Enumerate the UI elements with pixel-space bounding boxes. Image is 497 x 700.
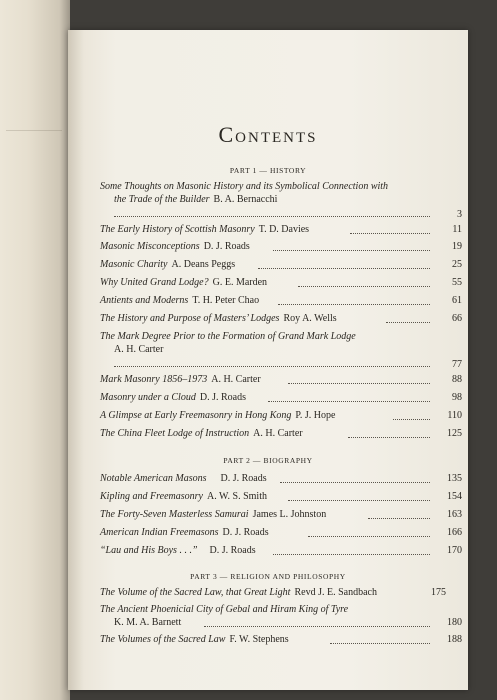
dot-leader [258, 268, 430, 269]
toc-entry [100, 180, 440, 193]
entry-author: Revd J. E. Sandbach [294, 587, 377, 598]
toc-entry [100, 330, 440, 343]
dot-leader [288, 383, 430, 384]
dot-leader [268, 401, 430, 402]
dot-leader [298, 286, 430, 287]
entry-page: 188 [447, 634, 462, 645]
toc-entry-continued [114, 616, 444, 629]
toc-entry [100, 526, 440, 539]
toc-entry [100, 586, 440, 599]
entry-title: A Glimpse at Early Freemasonry in Hong Kong [100, 410, 292, 421]
toc-entry [100, 223, 440, 236]
entry-page: 19 [452, 241, 462, 252]
entry-title: The Early History of Scottish Masonry [100, 224, 255, 235]
entry-title: The Volume of the Sacred Law, that Great Light [100, 587, 291, 598]
toc-entry [100, 490, 440, 503]
part-3-heading: PART 3 — RELIGION AND PHILOSOPHY [190, 572, 346, 581]
toc-entry [100, 472, 440, 485]
entry-title: The China Fleet Lodge of Instruction [100, 428, 250, 439]
entry-title: Masonic Charity [100, 259, 168, 270]
entry-title: The Mark Degree Prior to the Formation of Grand Mark Lodge [100, 331, 356, 342]
dot-leader [350, 233, 430, 234]
entry-title: The History and Purpose of Masters’ Lodges [100, 313, 280, 324]
entry-title: the Trade of the Builder [114, 194, 210, 205]
dot-leader [114, 366, 430, 367]
dot-leader [204, 626, 430, 627]
page-title: Contents [218, 122, 318, 147]
entry-author: F. W. Stephens [229, 634, 289, 645]
entry-author: James L. Johnston [252, 509, 327, 520]
dot-leader [308, 536, 430, 537]
toc-entry [100, 373, 440, 386]
entry-author: D. J. Roads [222, 527, 269, 538]
entry-title: Why United Grand Lodge? [100, 277, 209, 288]
entry-author: D. J. Roads [209, 545, 256, 556]
entry-title: American Indian Freemasons [100, 527, 219, 538]
toc-entry [100, 391, 440, 404]
entry-title: The Ancient Phoenicial City of Gebal and Hiram King of Tyre [100, 604, 349, 615]
toc-entry [100, 276, 440, 289]
entry-page: 3 [457, 209, 462, 220]
entry-author: T. D. Davies [258, 224, 310, 235]
entry-author: A. Deans Peggs [171, 259, 236, 270]
entry-author: G. E. Marden [212, 277, 268, 288]
toc-entry [100, 633, 440, 646]
entry-author: A. H. Carter [114, 344, 164, 355]
entry-page: 25 [452, 259, 462, 270]
entry-title: Some Thoughts on Masonic History and its Symbolical Connection with [100, 181, 389, 192]
entry-title: Mark Masonry 1856–1973 [100, 374, 208, 385]
entry-author: T. H. Peter Chao [192, 295, 260, 306]
toc-entry [100, 409, 440, 422]
toc-entry [100, 240, 440, 253]
entry-page: 170 [447, 545, 462, 556]
dot-leader [114, 216, 430, 217]
entry-title: The Forty-Seven Masterless Samurai [100, 509, 249, 520]
entry-page: 163 [447, 509, 462, 520]
dot-leader [386, 322, 430, 323]
entry-page: 61 [452, 295, 462, 306]
toc-entry [100, 508, 440, 521]
dot-leader [368, 518, 430, 519]
entry-author: D. J. Roads [199, 392, 246, 403]
bleed-through-line [6, 130, 62, 131]
toc-entry [100, 603, 440, 616]
dot-leader [393, 419, 430, 420]
entry-page: 110 [447, 410, 462, 421]
part-1-heading: PART 1 — HISTORY [229, 166, 307, 175]
entry-page: 125 [447, 428, 462, 439]
entry-author: D. J. Roads [203, 241, 250, 252]
toc-entry [100, 544, 440, 557]
toc-entry-continued [114, 193, 444, 206]
dot-leader [273, 250, 430, 251]
entry-page: 98 [452, 392, 462, 403]
dot-leader [280, 482, 430, 483]
entry-title: The Volumes of the Sacred Law [100, 634, 226, 645]
entry-author: A. W. S. Smith [206, 491, 267, 502]
toc-entry [100, 258, 440, 271]
contents-page [68, 30, 468, 690]
entry-author: D. J. Roads [220, 473, 267, 484]
entry-title: Masonic Misconceptions [100, 241, 200, 252]
dot-leader [273, 554, 430, 555]
toc-entry [100, 294, 440, 307]
part-2-heading: PART 2 — BIOGRAPHY [223, 456, 313, 465]
dot-leader [348, 437, 430, 438]
toc-entry [100, 427, 440, 440]
toc-entry-continued [114, 343, 444, 356]
dot-leader [288, 500, 430, 501]
entry-page: 135 [447, 473, 462, 484]
entry-author: Roy A. Wells [283, 313, 337, 324]
entry-page: 154 [447, 491, 462, 502]
dot-leader [278, 304, 430, 305]
dot-leader [330, 643, 430, 644]
entry-title: Notable American Masons [100, 473, 207, 484]
toc-entry [100, 312, 440, 325]
entry-page: 66 [452, 313, 462, 324]
facing-page-edge [0, 0, 70, 700]
entry-page: 77 [452, 359, 462, 370]
entry-page: 11 [452, 224, 462, 235]
entry-page: 175 [431, 587, 446, 598]
entry-title: Kipling and Freemasonry [100, 491, 203, 502]
entry-author: B. A. Bernacchi [213, 194, 278, 205]
entry-page: 180 [447, 617, 462, 628]
entry-title: “Lau and His Boys . . .” [100, 545, 198, 556]
entry-author: A. H. Carter [211, 374, 261, 385]
entry-title: Antients and Moderns [100, 295, 189, 306]
entry-page: 55 [452, 277, 462, 288]
entry-page: 166 [447, 527, 462, 538]
entry-author: K. M. A. Barnett [114, 617, 182, 628]
entry-author: A. H. Carter [253, 428, 303, 439]
entry-author: P. J. Hope [295, 410, 336, 421]
entry-page: 88 [452, 374, 462, 385]
entry-title: Masonry under a Cloud [100, 392, 196, 403]
